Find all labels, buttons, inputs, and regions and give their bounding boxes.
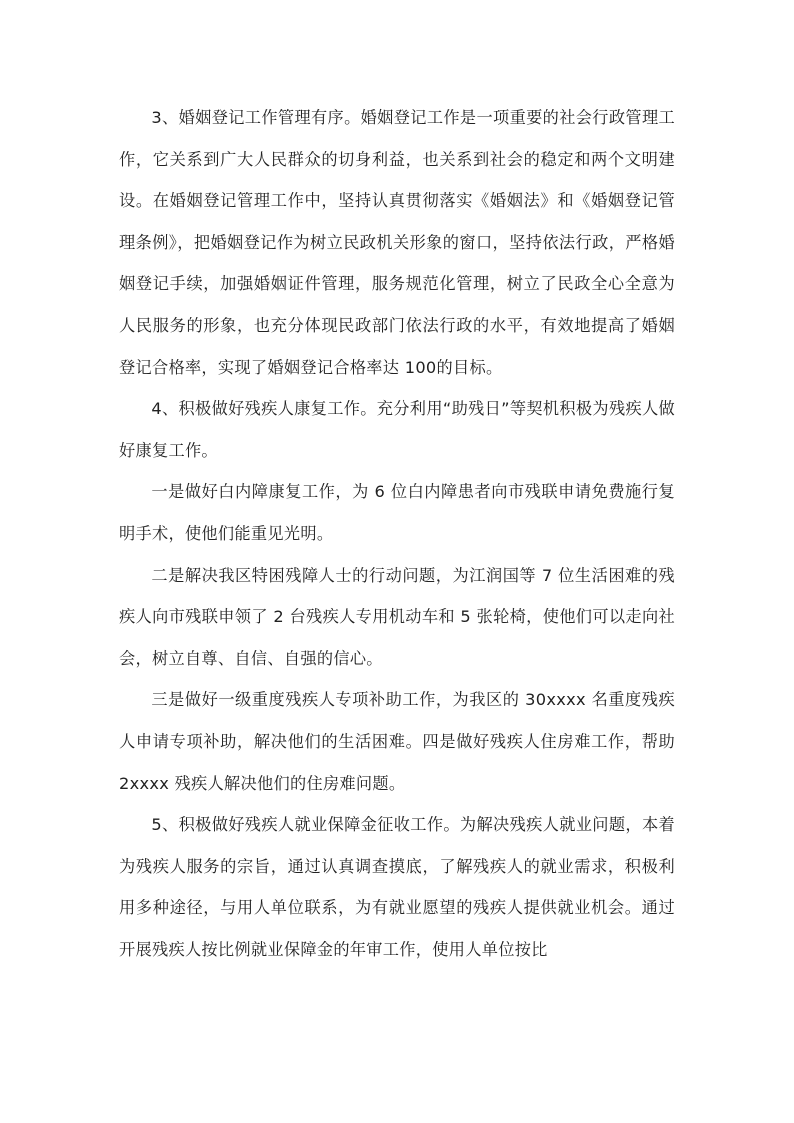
document-body bbox=[119, 97, 675, 970]
paragraph-mobility-aid: 二是解决我区特困残障人士的行动问题，为江润国等 7 位生活困难的残疾人向市残联申领了 2 台残疾人专用机动车和 5 张轮椅，使他们可以走向社会，树立自尊、自信、自强的信心。 bbox=[119, 565, 675, 668]
paragraph-marriage-registration: 3、婚姻登记工作管理有序。婚姻登记工作是一项重要的社会行政管理工作，它关系到广大人民群众的切身利益，也关系到社会的稳定和两个文明建设。在婚姻登记管理工作中，坚持认真贯彻落实《婚姻法》和《婚姻登记管理条例》，把婚姻登记作为树立民政机关形象的窗口，坚持依法行政，严格婚姻登记手续，加强婚姻证件管理，服务规范化管理，树立了民政全心全意为人民服务的形象，也充分体现民政部门依法行政的水平，有效地提高了婚姻登记合格率，实现了婚姻登记合格率达 100的目标。 bbox=[119, 108, 675, 377]
paragraph-disability-rehabilitation: 4、积极做好残疾人康复工作。充分利用“助残日”等契机积极为残疾人做好康复工作。 bbox=[119, 399, 675, 460]
paragraph-employment-security-fund: 5、积极做好残疾人就业保障金征收工作。为解决残疾人就业问题，本着为残疾人服务的宗旨，通过认真调查摸底，了解残疾人的就业需求，积极利用多种途径，与用人单位联系，为有就业愿望的残疾人提供就业机会。通过开展残疾人按比例就业保障金的年审工作，使用人单位按比 bbox=[119, 815, 675, 959]
paragraph-cataract-surgery: 一是做好白内障康复工作，为 6 位白内障患者向市残联申请免费施行复明手术，使他们能重见光明。 bbox=[119, 482, 675, 543]
paragraph-special-subsidy: 三是做好一级重度残疾人专项补助工作，为我区的 30xxxx 名重度残疾人申请专项补助，解决他们的生活困难。四是做好残疾人住房难工作，帮助 2xxxx 残疾人解决他们的住房难问题。 bbox=[119, 690, 675, 793]
